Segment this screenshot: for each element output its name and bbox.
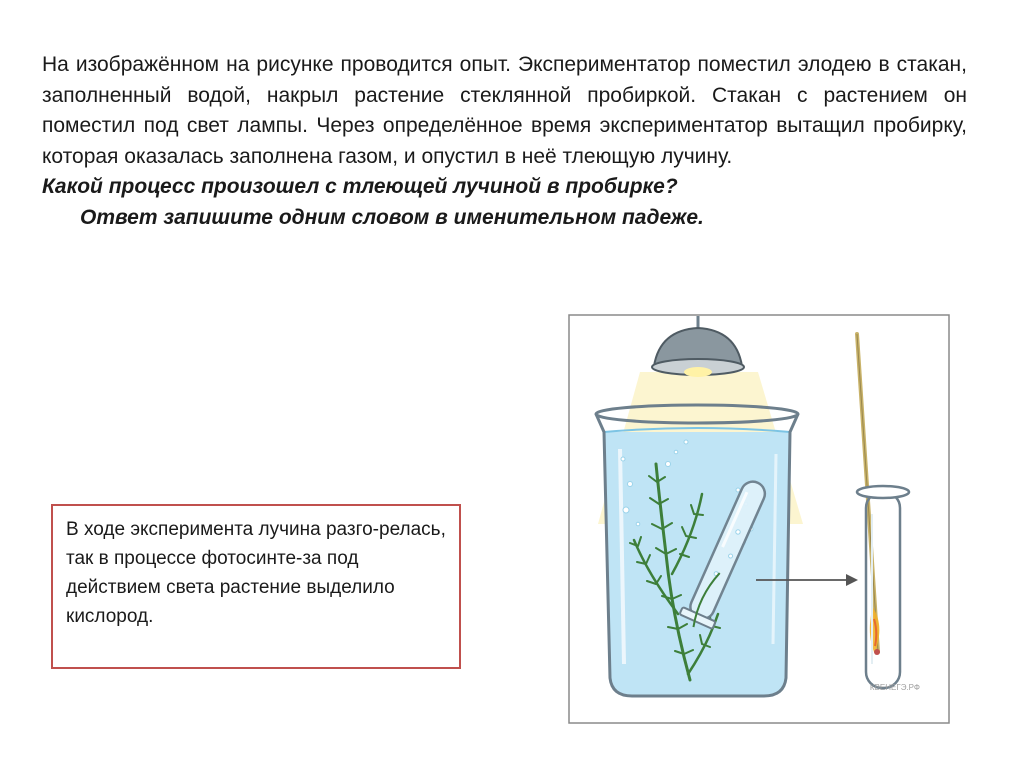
question-line: Какой процесс произошел с тлеющей лучиной в пробирке?	[42, 175, 678, 198]
ember	[874, 649, 880, 655]
answer-instruction: Ответ запишите одним словом в именительном падеже.	[80, 205, 704, 229]
tube-rim	[857, 486, 909, 498]
watermark: КВЕНЕГЭ.РФ	[869, 683, 920, 692]
question-body: На изображённом на рисунке проводится опыт. Экспериментатор поместил элодею в стакан, заполненный водой, накрыл растение стеклянной пробиркой. Стакан с растением он поместил под свет лампы. Через определённое время экспериментатор вытащил пробирку, которая оказалась заполнена газом, и опустил в неё тлеющую лучину.	[42, 53, 967, 168]
beaker	[596, 405, 798, 696]
water	[604, 432, 790, 696]
experiment-figure	[568, 314, 950, 724]
question-block	[42, 50, 967, 233]
answer-box	[51, 504, 461, 669]
answer-text: В ходе эксперимента лучина разго-релась, так в процессе фотосинте-за под действием света растение выделило кислород.	[66, 519, 446, 627]
experiment-illustration	[568, 314, 950, 724]
